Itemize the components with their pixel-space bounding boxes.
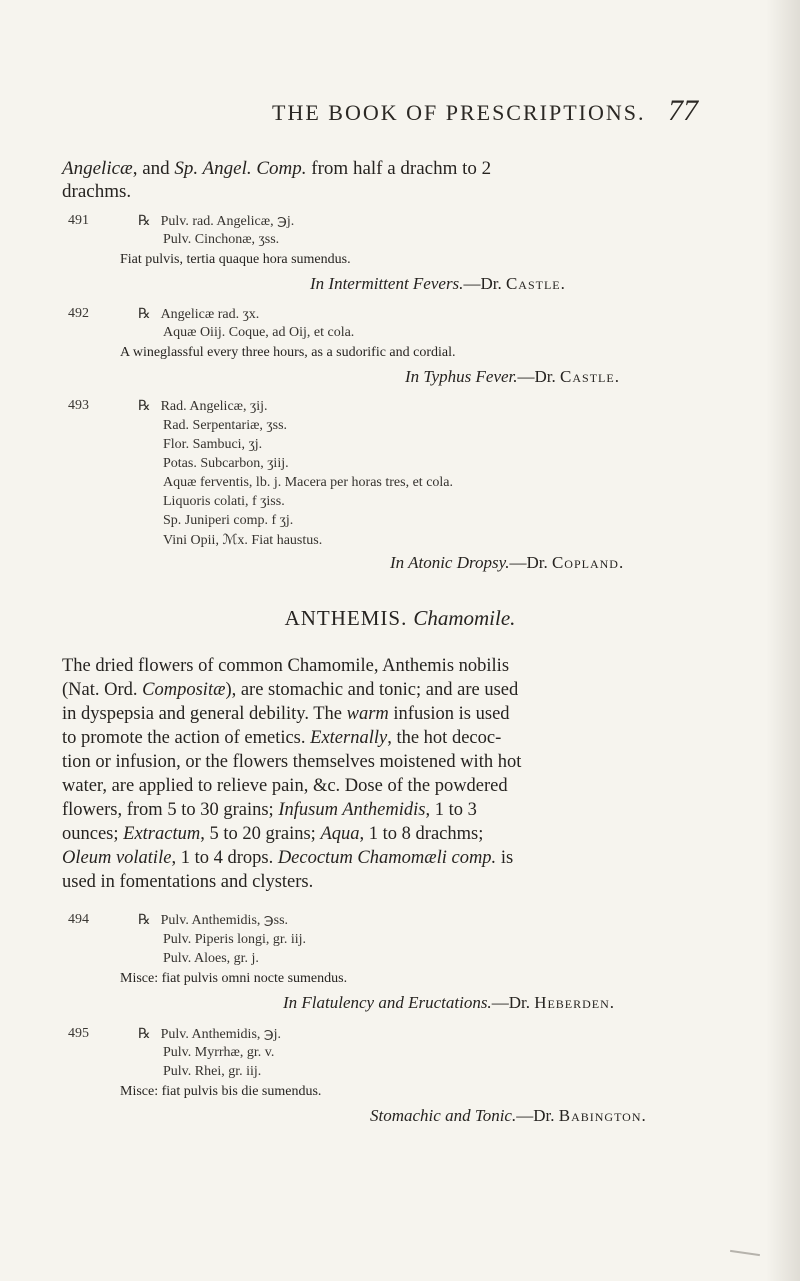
attribution: In Intermittent Fevers.—Dr. Castle.: [310, 274, 566, 293]
recipe-symbol: ℞: [138, 1026, 151, 1042]
ingredient-line: Pulv. Myrrhæ, gr. v.: [163, 1045, 275, 1060]
page-edge-shadow: [766, 0, 800, 1281]
ingredient-line: ℞ Rad. Angelicæ, ʒij.: [138, 398, 268, 414]
recipe-symbol: ℞: [138, 306, 151, 322]
ingredient-line: ℞ Angelicæ rad. ʒx.: [138, 306, 260, 322]
paper-mark: [730, 1250, 760, 1256]
directions: Misce: fiat pulvis bis die sumendus.: [120, 1084, 322, 1099]
directions: A wineglassful every three hours, as a sudorific and cordial.: [120, 345, 456, 360]
ingredient-line: Sp. Juniperi comp. f ʒj.: [163, 513, 294, 528]
paragraph-line: flowers, from 5 to 30 grains; Infusum Anthemidis, 1 to 3: [62, 800, 477, 820]
ingredient-line: Flor. Sambuci, ʒj.: [163, 437, 263, 452]
paragraph-line: The dried flowers of common Chamomile, Anthemis nobilis: [62, 656, 510, 676]
prescription-number: 494: [68, 912, 89, 927]
ingredient-line: Aquæ ferventis, lb. j. Macera per horas tres, et cola.: [163, 475, 454, 490]
attribution: In Atonic Dropsy.—Dr. Copland.: [390, 553, 625, 572]
intro-line-2: drachms.: [62, 181, 132, 202]
ingredient-line: Aquæ Oiij. Coque, ad Oij, et cola.: [163, 325, 355, 340]
prescription-number: 493: [68, 398, 89, 413]
paragraph-line: used in fomentations and clysters.: [62, 872, 314, 892]
ingredient-line: Rad. Serpentariæ, ʒss.: [163, 418, 288, 433]
paragraph-line: in dyspepsia and general debility. The warm infusion is used: [62, 704, 510, 724]
ingredient-line: Vini Opii, ℳx. Fiat haustus.: [163, 533, 323, 548]
recipe-symbol: ℞: [138, 398, 151, 414]
ingredient-line: Potas. Subcarbon, ʒiij.: [163, 456, 289, 471]
paragraph-line: Oleum volatile, 1 to 4 drops. Decoctum Chamomæli comp. is: [62, 848, 514, 868]
prescription-number: 495: [68, 1026, 89, 1041]
paragraph-line: to promote the action of emetics. Externally, the hot decoc-: [62, 728, 502, 748]
ingredient-line: Pulv. Rhei, gr. iij.: [163, 1064, 262, 1079]
ingredient-line: Pulv. Aloes, gr. j.: [163, 951, 259, 966]
recipe-symbol: ℞: [138, 912, 151, 928]
ingredient-line: ℞ Pulv. Anthemidis, ℈j.: [138, 1026, 282, 1042]
directions: Fiat pulvis, tertia quaque hora sumendus.: [120, 252, 351, 267]
paragraph-line: (Nat. Ord. Compositæ), are stomachic and tonic; and are used: [62, 680, 519, 700]
attribution: In Flatulency and Eructations.—Dr. Heberden.: [283, 993, 616, 1012]
ingredient-line: Liquoris colati, f ʒiss.: [163, 494, 285, 509]
prescription-number: 491: [68, 213, 89, 228]
paragraph-line: water, are applied to relieve pain, &c. Dose of the powdered: [62, 776, 508, 796]
page-number: 77: [668, 94, 698, 127]
attribution: In Typhus Fever.—Dr. Castle.: [405, 367, 620, 386]
ingredient-line: Pulv. Piperis longi, gr. iij.: [163, 932, 306, 947]
ingredient-line: ℞ Pulv. rad. Angelicæ, ℈j.: [138, 213, 295, 229]
directions: Misce: fiat pulvis omni nocte sumendus.: [120, 971, 348, 986]
recipe-symbol: ℞: [138, 213, 151, 229]
running-title: THE BOOK OF PRESCRIPTIONS.: [272, 100, 646, 125]
paragraph-line: ounces; Extractum, 5 to 20 grains; Aqua, 1 to 8 drachms;: [62, 824, 484, 844]
attribution: Stomachic and Tonic.—Dr. Babington.: [370, 1106, 647, 1125]
ingredient-line: ℞ Pulv. Anthemidis, ℈ss.: [138, 912, 289, 928]
ingredient-line: Pulv. Cinchonæ, ʒss.: [163, 232, 280, 247]
prescription-number: 492: [68, 306, 89, 321]
running-head: [0, 96, 800, 130]
section-heading: ANTHEMIS. Chamomile.: [284, 606, 516, 630]
intro-line-1: Angelicæ, and Sp. Angel. Comp. from half a drachm to 2: [62, 158, 492, 179]
paragraph-line: tion or infusion, or the flowers themselves moistened with hot: [62, 752, 522, 772]
